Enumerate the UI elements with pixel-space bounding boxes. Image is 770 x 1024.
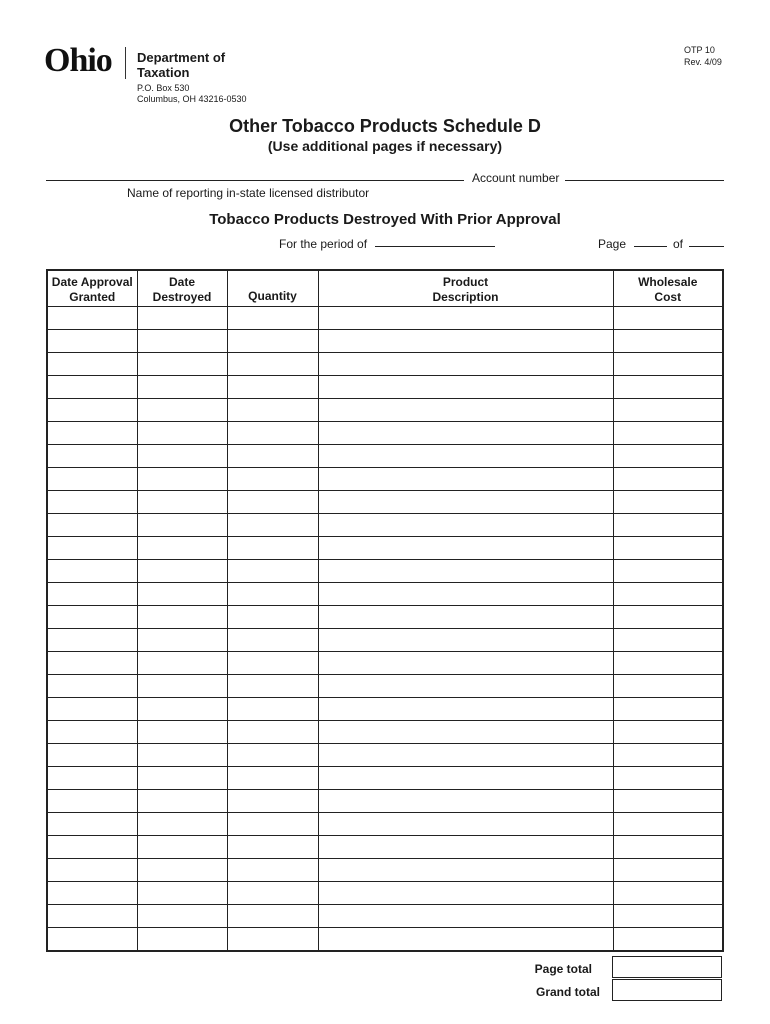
cell-date-approval[interactable] bbox=[47, 352, 137, 375]
cell-wholesale-cost[interactable] bbox=[613, 329, 723, 352]
cell-wholesale-cost[interactable] bbox=[613, 812, 723, 835]
cell-date-approval[interactable] bbox=[47, 858, 137, 881]
cell-wholesale-cost[interactable] bbox=[613, 605, 723, 628]
table-row bbox=[47, 536, 723, 559]
cell-date-destroyed[interactable] bbox=[137, 835, 227, 858]
cell-wholesale-cost[interactable] bbox=[613, 398, 723, 421]
cell-quantity[interactable] bbox=[227, 743, 318, 766]
cell-quantity[interactable] bbox=[227, 605, 318, 628]
table-row bbox=[47, 743, 723, 766]
form-revision: Rev. 4/09 bbox=[684, 57, 722, 67]
column-header-line-2: Cost bbox=[654, 290, 682, 304]
cell-wholesale-cost[interactable] bbox=[613, 582, 723, 605]
table-row bbox=[47, 421, 723, 444]
cell-date-approval[interactable] bbox=[47, 536, 137, 559]
cell-wholesale-cost[interactable] bbox=[613, 467, 723, 490]
cell-date-destroyed[interactable] bbox=[137, 927, 227, 951]
cell-date-approval[interactable] bbox=[47, 904, 137, 927]
cell-date-destroyed[interactable] bbox=[137, 306, 227, 329]
cell-wholesale-cost[interactable] bbox=[613, 697, 723, 720]
cell-date-approval[interactable] bbox=[47, 881, 137, 904]
cell-date-approval[interactable] bbox=[47, 720, 137, 743]
form-number: OTP 10 bbox=[684, 45, 715, 55]
cell-quantity[interactable] bbox=[227, 835, 318, 858]
cell-quantity[interactable] bbox=[227, 651, 318, 674]
cell-product-description[interactable] bbox=[318, 559, 613, 582]
table-row bbox=[47, 490, 723, 513]
cell-date-destroyed[interactable] bbox=[137, 628, 227, 651]
cell-quantity[interactable] bbox=[227, 582, 318, 605]
of-label: of bbox=[673, 237, 684, 251]
cell-date-destroyed[interactable] bbox=[137, 789, 227, 812]
table-row bbox=[47, 835, 723, 858]
cell-quantity[interactable] bbox=[227, 697, 318, 720]
cell-date-approval[interactable] bbox=[47, 674, 137, 697]
cell-quantity[interactable] bbox=[227, 904, 318, 927]
table-header-row bbox=[47, 270, 723, 306]
cell-date-destroyed[interactable] bbox=[137, 490, 227, 513]
table-row bbox=[47, 789, 723, 812]
column-header-product-description bbox=[318, 270, 613, 306]
cell-quantity[interactable] bbox=[227, 789, 318, 812]
table-row bbox=[47, 720, 723, 743]
cell-wholesale-cost[interactable] bbox=[613, 720, 723, 743]
cell-product-description[interactable] bbox=[318, 881, 613, 904]
cell-product-description[interactable] bbox=[318, 858, 613, 881]
column-header-line-1: Quantity bbox=[248, 288, 297, 303]
cell-product-description[interactable] bbox=[318, 743, 613, 766]
destroyed-products-table bbox=[46, 269, 724, 952]
address-line-2: Columbus, OH 43216-0530 bbox=[137, 94, 247, 104]
cell-wholesale-cost[interactable] bbox=[613, 651, 723, 674]
column-header-line-2: Granted bbox=[69, 290, 116, 304]
cell-date-destroyed[interactable] bbox=[137, 513, 227, 536]
table-row bbox=[47, 812, 723, 835]
table-row bbox=[47, 697, 723, 720]
column-header-line-2: Description bbox=[432, 290, 499, 304]
cell-wholesale-cost[interactable] bbox=[613, 766, 723, 789]
cell-product-description[interactable] bbox=[318, 513, 613, 536]
cell-date-approval[interactable] bbox=[47, 306, 137, 329]
cell-date-destroyed[interactable] bbox=[137, 766, 227, 789]
cell-date-approval[interactable] bbox=[47, 559, 137, 582]
cell-wholesale-cost[interactable] bbox=[613, 858, 723, 881]
cell-quantity[interactable] bbox=[227, 766, 318, 789]
cell-date-approval[interactable] bbox=[47, 789, 137, 812]
column-header-line-2: Destroyed bbox=[152, 290, 212, 304]
form-title: Other Tobacco Products Schedule D bbox=[229, 116, 541, 136]
page-count-line[interactable] bbox=[689, 246, 724, 247]
distributor-name-line[interactable] bbox=[46, 180, 464, 181]
cell-wholesale-cost[interactable] bbox=[613, 881, 723, 904]
cell-quantity[interactable] bbox=[227, 881, 318, 904]
cell-wholesale-cost[interactable] bbox=[613, 444, 723, 467]
cell-date-destroyed[interactable] bbox=[137, 881, 227, 904]
logo-divider bbox=[125, 47, 126, 79]
cell-quantity[interactable] bbox=[227, 375, 318, 398]
column-header-line-1: Wholesale bbox=[638, 275, 698, 289]
cell-product-description[interactable] bbox=[318, 812, 613, 835]
cell-wholesale-cost[interactable] bbox=[613, 927, 723, 951]
cell-date-destroyed[interactable] bbox=[137, 582, 227, 605]
cell-product-description[interactable] bbox=[318, 789, 613, 812]
table-row bbox=[47, 904, 723, 927]
cell-wholesale-cost[interactable] bbox=[613, 904, 723, 927]
cell-quantity[interactable] bbox=[227, 927, 318, 951]
cell-date-destroyed[interactable] bbox=[137, 467, 227, 490]
cell-product-description[interactable] bbox=[318, 605, 613, 628]
cell-quantity[interactable] bbox=[227, 812, 318, 835]
cell-date-approval[interactable] bbox=[47, 421, 137, 444]
page-total-field[interactable] bbox=[612, 956, 722, 978]
account-number-label: Account number bbox=[472, 171, 560, 185]
table-row bbox=[47, 582, 723, 605]
cell-product-description[interactable] bbox=[318, 674, 613, 697]
column-header-line-1: Product bbox=[442, 275, 489, 289]
cell-product-description[interactable] bbox=[318, 651, 613, 674]
table-row bbox=[47, 513, 723, 536]
cell-date-destroyed[interactable] bbox=[137, 720, 227, 743]
section-title: Tobacco Products Destroyed With Prior Approval bbox=[209, 211, 561, 228]
cell-quantity[interactable] bbox=[227, 352, 318, 375]
cell-date-approval[interactable] bbox=[47, 651, 137, 674]
department-name bbox=[137, 50, 225, 80]
cell-date-destroyed[interactable] bbox=[137, 743, 227, 766]
mailing-address bbox=[137, 83, 247, 105]
column-header-line-1: Date bbox=[168, 275, 195, 289]
cell-date-approval[interactable] bbox=[47, 743, 137, 766]
cell-date-approval[interactable] bbox=[47, 375, 137, 398]
cell-date-approval[interactable] bbox=[47, 812, 137, 835]
cell-date-destroyed[interactable] bbox=[137, 651, 227, 674]
cell-wholesale-cost[interactable] bbox=[613, 375, 723, 398]
period-label: For the period of bbox=[279, 237, 368, 251]
table-body bbox=[47, 306, 723, 951]
cell-product-description[interactable] bbox=[318, 720, 613, 743]
period-field-line[interactable] bbox=[375, 246, 495, 247]
table-row bbox=[47, 329, 723, 352]
cell-date-destroyed[interactable] bbox=[137, 398, 227, 421]
department-line-2: Taxation bbox=[137, 65, 190, 80]
table-row bbox=[47, 651, 723, 674]
cell-wholesale-cost[interactable] bbox=[613, 835, 723, 858]
cell-quantity[interactable] bbox=[227, 720, 318, 743]
form-subtitle: (Use additional pages if necessary) bbox=[267, 138, 503, 154]
distributor-name-label: Name of reporting in-state licensed distributor bbox=[127, 186, 370, 200]
cell-product-description[interactable] bbox=[318, 766, 613, 789]
cell-date-approval[interactable] bbox=[47, 398, 137, 421]
cell-quantity[interactable] bbox=[227, 674, 318, 697]
column-header-date-destroyed bbox=[137, 270, 227, 306]
cell-date-destroyed[interactable] bbox=[137, 812, 227, 835]
account-number-line[interactable] bbox=[565, 180, 724, 181]
cell-quantity[interactable] bbox=[227, 559, 318, 582]
column-header-quantity bbox=[227, 270, 318, 306]
cell-quantity[interactable] bbox=[227, 444, 318, 467]
cell-product-description[interactable] bbox=[318, 582, 613, 605]
cell-product-description[interactable] bbox=[318, 444, 613, 467]
cell-date-approval[interactable] bbox=[47, 766, 137, 789]
cell-date-destroyed[interactable] bbox=[137, 697, 227, 720]
page-label: Page bbox=[598, 237, 627, 251]
cell-wholesale-cost[interactable] bbox=[613, 421, 723, 444]
address-line-1: P.O. Box 530 bbox=[137, 83, 190, 93]
cell-product-description[interactable] bbox=[318, 628, 613, 651]
cell-wholesale-cost[interactable] bbox=[613, 306, 723, 329]
cell-date-destroyed[interactable] bbox=[137, 559, 227, 582]
cell-quantity[interactable] bbox=[227, 421, 318, 444]
page-total-label: Page total bbox=[534, 962, 592, 976]
cell-product-description[interactable] bbox=[318, 375, 613, 398]
cell-quantity[interactable] bbox=[227, 306, 318, 329]
grand-total-field[interactable] bbox=[612, 979, 722, 1001]
cell-quantity[interactable] bbox=[227, 398, 318, 421]
column-header-date-approval bbox=[47, 270, 137, 306]
cell-date-approval[interactable] bbox=[47, 467, 137, 490]
cell-date-approval[interactable] bbox=[47, 444, 137, 467]
table-row bbox=[47, 766, 723, 789]
cell-date-destroyed[interactable] bbox=[137, 536, 227, 559]
cell-quantity[interactable] bbox=[227, 329, 318, 352]
cell-product-description[interactable] bbox=[318, 467, 613, 490]
grand-total-label: Grand total bbox=[535, 985, 600, 999]
table-row bbox=[47, 858, 723, 881]
cell-product-description[interactable] bbox=[318, 904, 613, 927]
cell-date-destroyed[interactable] bbox=[137, 375, 227, 398]
cell-wholesale-cost[interactable] bbox=[613, 674, 723, 697]
cell-date-destroyed[interactable] bbox=[137, 444, 227, 467]
cell-date-approval[interactable] bbox=[47, 628, 137, 651]
cell-wholesale-cost[interactable] bbox=[613, 536, 723, 559]
department-line-1: Department of bbox=[137, 50, 226, 65]
form-identifier bbox=[684, 44, 722, 68]
cell-date-approval[interactable] bbox=[47, 329, 137, 352]
cell-product-description[interactable] bbox=[318, 835, 613, 858]
cell-date-destroyed[interactable] bbox=[137, 352, 227, 375]
table-row bbox=[47, 674, 723, 697]
table-row bbox=[47, 881, 723, 904]
ohio-logo: Ohio bbox=[44, 42, 112, 79]
cell-date-destroyed[interactable] bbox=[137, 858, 227, 881]
cell-product-description[interactable] bbox=[318, 927, 613, 951]
page-number-line[interactable] bbox=[634, 246, 667, 247]
cell-date-approval[interactable] bbox=[47, 513, 137, 536]
table-row bbox=[47, 559, 723, 582]
column-header-line-1: Date Approval bbox=[51, 275, 133, 289]
cell-wholesale-cost[interactable] bbox=[613, 789, 723, 812]
table-row bbox=[47, 927, 723, 951]
cell-date-destroyed[interactable] bbox=[137, 605, 227, 628]
cell-quantity[interactable] bbox=[227, 490, 318, 513]
cell-wholesale-cost[interactable] bbox=[613, 628, 723, 651]
cell-date-destroyed[interactable] bbox=[137, 674, 227, 697]
cell-date-approval[interactable] bbox=[47, 697, 137, 720]
cell-quantity[interactable] bbox=[227, 536, 318, 559]
cell-date-approval[interactable] bbox=[47, 927, 137, 951]
table-row bbox=[47, 467, 723, 490]
cell-date-destroyed[interactable] bbox=[137, 421, 227, 444]
cell-date-destroyed[interactable] bbox=[137, 904, 227, 927]
table-row bbox=[47, 398, 723, 421]
cell-product-description[interactable] bbox=[318, 352, 613, 375]
cell-product-description[interactable] bbox=[318, 536, 613, 559]
cell-wholesale-cost[interactable] bbox=[613, 352, 723, 375]
table-row bbox=[47, 306, 723, 329]
cell-quantity[interactable] bbox=[227, 628, 318, 651]
table-row bbox=[47, 628, 723, 651]
cell-wholesale-cost[interactable] bbox=[613, 559, 723, 582]
cell-product-description[interactable] bbox=[318, 421, 613, 444]
cell-wholesale-cost[interactable] bbox=[613, 490, 723, 513]
table-row bbox=[47, 352, 723, 375]
cell-wholesale-cost[interactable] bbox=[613, 513, 723, 536]
cell-product-description[interactable] bbox=[318, 490, 613, 513]
cell-date-approval[interactable] bbox=[47, 605, 137, 628]
cell-quantity[interactable] bbox=[227, 467, 318, 490]
table-row bbox=[47, 605, 723, 628]
cell-date-approval[interactable] bbox=[47, 582, 137, 605]
cell-quantity[interactable] bbox=[227, 858, 318, 881]
cell-product-description[interactable] bbox=[318, 398, 613, 421]
cell-product-description[interactable] bbox=[318, 329, 613, 352]
cell-product-description[interactable] bbox=[318, 697, 613, 720]
cell-date-approval[interactable] bbox=[47, 490, 137, 513]
column-header-wholesale-cost bbox=[613, 270, 723, 306]
table-row bbox=[47, 375, 723, 398]
cell-date-approval[interactable] bbox=[47, 835, 137, 858]
cell-wholesale-cost[interactable] bbox=[613, 743, 723, 766]
table-row bbox=[47, 444, 723, 467]
cell-quantity[interactable] bbox=[227, 513, 318, 536]
cell-date-destroyed[interactable] bbox=[137, 329, 227, 352]
cell-product-description[interactable] bbox=[318, 306, 613, 329]
